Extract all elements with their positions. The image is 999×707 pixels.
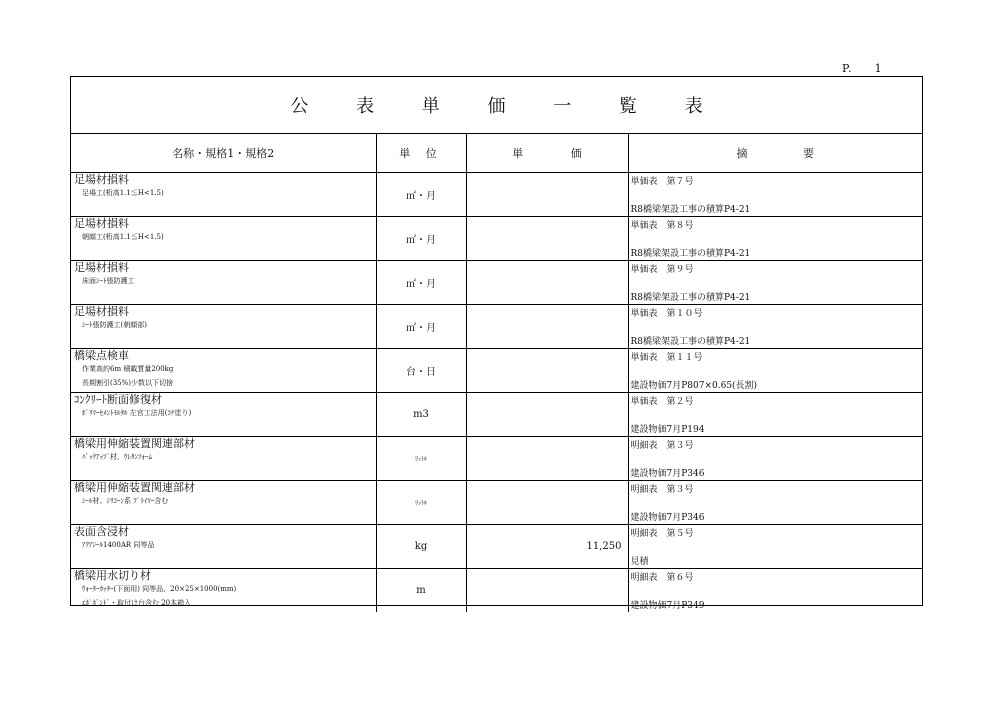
- item-spec-1: ｼｰﾄ張防護工(朝顔部): [82, 321, 147, 329]
- item-name-cell: [71, 481, 376, 525]
- item-remark-cell: [628, 261, 922, 305]
- table-body: [71, 173, 922, 613]
- item-price: [466, 481, 628, 525]
- item-name-cell: [71, 437, 376, 481]
- item-price: [466, 261, 628, 305]
- table-row: [71, 305, 922, 349]
- item-spec-1: ｳｫｰﾀｰｶｯﾀｰ(下面用) 同等品、20×25×1000(mm): [82, 585, 237, 593]
- item-remark-ref: 単価表 第１１号: [630, 353, 703, 363]
- page-number: [842, 62, 883, 75]
- item-name: 橋梁用伸縮装置関連部材: [74, 481, 195, 494]
- item-price: 11,250: [466, 525, 628, 569]
- item-remark-ref: 明細表 第５号: [630, 529, 694, 539]
- item-remark-source: R8橋梁架設工事の積算P4-21: [630, 249, 751, 259]
- item-name: 足場材損料: [74, 261, 129, 274]
- item-unit-cell: [376, 305, 466, 349]
- item-unit-cell: [376, 349, 466, 393]
- header-price: 単 価: [466, 134, 628, 173]
- table-row: [71, 261, 922, 305]
- item-remark-ref: 明細表 第６号: [630, 573, 694, 583]
- item-spec-1: 作業高約6m 積載質量200kg: [82, 365, 174, 373]
- item-remark-cell: [628, 437, 922, 481]
- item-spec-1: 朝顔工(桁高1.1≦H<1.5): [82, 233, 164, 241]
- item-unit: 台・日: [406, 367, 436, 378]
- item-name-cell: [71, 349, 376, 393]
- item-unit: ﾘｯﾄﾙ: [414, 500, 427, 507]
- item-remark-ref: 単価表 第７号: [630, 177, 694, 187]
- item-remark-ref: 単価表 第１０号: [630, 309, 703, 319]
- item-spec-2: 長期割引(35%)少数以下切捨: [82, 379, 174, 387]
- item-name: 橋梁用水切り材: [74, 569, 151, 582]
- item-name-cell: [71, 393, 376, 437]
- item-remark-source: R8橋梁架設工事の積算P4-21: [630, 293, 751, 303]
- page-number-value: 1: [874, 62, 883, 75]
- header-name: 名称・規格1・規格2: [71, 134, 376, 173]
- item-remark-source: 見積: [630, 557, 649, 567]
- item-remark-source: 建設物価7月P346: [630, 513, 705, 523]
- header-unit: 単 位: [376, 134, 466, 173]
- item-name: 表面含浸材: [74, 525, 129, 538]
- item-spec-2: ｴﾎﾟﾎﾞﾝﾄﾞ・取付け台含む 20本箱入: [82, 599, 192, 607]
- table-row: [71, 173, 922, 217]
- table-header-row: [71, 134, 922, 173]
- page-label: P.: [842, 62, 853, 75]
- item-unit: ㎡・月: [406, 191, 436, 202]
- title-row: [71, 77, 922, 134]
- item-unit-cell: [376, 437, 466, 481]
- item-spec-1: ｼｰﾙ材、ｼﾘｺｰﾝ系 ﾌﾟﾗｲﾏｰ含む: [82, 497, 169, 505]
- item-remark-ref: 単価表 第８号: [630, 221, 694, 231]
- item-unit-cell: [376, 217, 466, 261]
- item-name: 橋梁点検車: [74, 349, 129, 362]
- item-remark-cell: [628, 173, 922, 217]
- item-name-cell: [71, 569, 376, 613]
- item-price: [466, 349, 628, 393]
- price-list-sheet: [70, 76, 923, 611]
- item-unit: ﾘｯﾄﾙ: [414, 456, 427, 463]
- item-remark-cell: [628, 217, 922, 261]
- item-remark-source: 建設物価7月P194: [630, 425, 705, 435]
- item-remark-ref: 明細表 第３号: [630, 441, 694, 451]
- item-name-cell: [71, 525, 376, 569]
- table-row: [71, 481, 922, 525]
- item-spec-1: 足場工(桁高1.1≦H<1.5): [82, 189, 164, 197]
- item-spec-1: ﾊﾞｯｸｱｯﾌﾟ材、ｳﾚﾀﾝﾌｫｰﾑ: [82, 453, 152, 461]
- item-remark-cell: [628, 569, 922, 613]
- table-row: [71, 349, 922, 393]
- item-price: [466, 569, 628, 613]
- item-remark-source: R8橋梁架設工事の積算P4-21: [630, 337, 751, 347]
- item-remark-cell: [628, 525, 922, 569]
- item-unit: m: [416, 585, 426, 596]
- item-unit: ㎡・月: [406, 279, 436, 290]
- item-name-cell: [71, 261, 376, 305]
- table-row: [71, 393, 922, 437]
- item-spec-1: 床面ｼｰﾄ張防護工: [82, 277, 135, 285]
- item-name: 足場材損料: [74, 305, 129, 318]
- item-name-cell: [71, 217, 376, 261]
- item-unit-cell: [376, 569, 466, 613]
- table-row: [71, 569, 922, 613]
- item-remark-ref: 明細表 第３号: [630, 485, 694, 495]
- item-unit-cell: [376, 393, 466, 437]
- item-remark-ref: 単価表 第９号: [630, 265, 694, 275]
- item-remark-cell: [628, 481, 922, 525]
- item-remark-cell: [628, 305, 922, 349]
- item-price: [466, 173, 628, 217]
- item-unit-cell: [376, 261, 466, 305]
- item-name: 橋梁用伸縮装置関連部材: [74, 437, 195, 450]
- item-price: [466, 437, 628, 481]
- item-remark-source: R8橋梁架設工事の積算P4-21: [630, 205, 751, 215]
- item-remark-cell: [628, 349, 922, 393]
- item-unit: kg: [414, 541, 428, 552]
- item-unit: m3: [413, 409, 429, 420]
- item-unit: ㎡・月: [406, 235, 436, 246]
- price-table: [71, 134, 922, 612]
- item-name-cell: [71, 173, 376, 217]
- item-remark-source: 建設物価7月P349: [630, 601, 705, 611]
- item-spec-1: ﾎﾟﾘﾏｰｾﾒﾝﾄﾓﾙﾀﾙ 左官工法用(ｺﾃ塗り): [82, 409, 192, 417]
- page-title: 公 表 単 価 一 覧 表: [290, 96, 724, 117]
- table-row: [71, 437, 922, 481]
- table-row: [71, 525, 922, 569]
- item-name: 足場材損料: [74, 173, 129, 186]
- item-remark-source: 建設物価7月P346: [630, 469, 705, 479]
- table-row: [71, 217, 922, 261]
- item-unit-cell: [376, 173, 466, 217]
- item-remark-ref: 単価表 第２号: [630, 397, 694, 407]
- item-unit: ㎡・月: [406, 323, 436, 334]
- item-remark-source: 建設物価7月P807×0.65(長割): [630, 381, 758, 391]
- item-name-cell: [71, 305, 376, 349]
- item-remark-cell: [628, 393, 922, 437]
- item-price: [466, 393, 628, 437]
- item-price: [466, 305, 628, 349]
- item-spec-1: ｱｸｱｼｰﾙ1400AR 同等品: [82, 541, 155, 549]
- item-name: 足場材損料: [74, 217, 129, 230]
- item-price: [466, 217, 628, 261]
- item-name: ｺﾝｸﾘｰﾄ断面修復材: [74, 393, 162, 406]
- item-unit-cell: [376, 481, 466, 525]
- item-unit-cell: [376, 525, 466, 569]
- header-remark: 摘 要: [628, 134, 922, 173]
